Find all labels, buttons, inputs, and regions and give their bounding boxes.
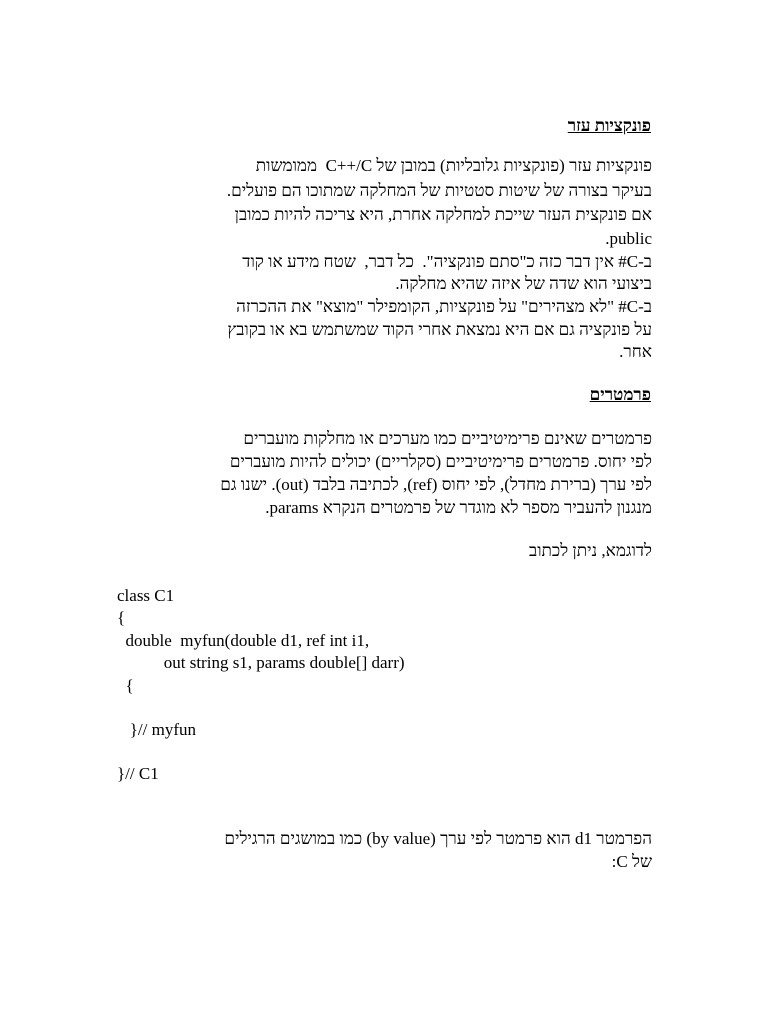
paragraph-line: מנגנון להעביר מספר לא מוגדר של פרמטרים הנקרא params. bbox=[265, 498, 652, 517]
paragraph-line: ביצועי הוא שדה של איזה שהיא מחלקה. bbox=[395, 274, 652, 293]
code-line: }// C1 bbox=[117, 764, 159, 783]
paragraph-line: על פונקציה גם אם היא נמצאת אחרי הקוד שמשתמש בא או בקובץ bbox=[227, 320, 652, 339]
paragraph-line: של C: bbox=[611, 852, 652, 871]
code-line: { bbox=[117, 608, 126, 627]
paragraph-line: ב-C# "לא מצהירים" על פונקציות, הקומפילר "מוצא" את ההכרזה bbox=[236, 297, 652, 316]
section-title-helper-functions: פונקציות עזר bbox=[567, 116, 651, 135]
code-line: out string s1, params double[] darr) bbox=[117, 653, 405, 672]
paragraph-line: בעיקר בצורה של שיטות סטטיות של המחלקה שמתוכו הם פועלים. bbox=[226, 181, 652, 200]
paragraph-line: פונקציות עזר (פונקציות גלובליות) במובן של C++/C ממומשות bbox=[255, 156, 652, 175]
section-title-parameters: פרמטרים bbox=[589, 385, 651, 404]
paragraph-line: .public bbox=[605, 229, 652, 248]
example-intro: לדוגמא, ניתן לכתוב bbox=[529, 541, 652, 560]
paragraph-line: לפי ערך (ברירת מחדל), לפי יחוס (ref), לכתיבה בלבד (out). ישנו גם bbox=[220, 475, 652, 494]
code-line: class C1 bbox=[117, 586, 175, 605]
code-line: { bbox=[117, 676, 134, 695]
code-line: double myfun(double d1, ref int i1, bbox=[117, 631, 370, 650]
paragraph-line: לפי יחוס. פרמטרים פרימיטיביים (סקלריים) יכולים להיות מועברים bbox=[229, 452, 652, 471]
paragraph-line: אחר. bbox=[619, 342, 652, 361]
code-line: }// myfun bbox=[117, 720, 196, 739]
paragraph-line: פרמטרים שאינם פרימיטיביים כמו מערכים או מחלקות מועברים bbox=[243, 429, 652, 448]
paragraph-line: ב-C# אין דבר כזה כ"סתם פונקציה". כל דבר, שטח מידע או קוד bbox=[242, 252, 652, 271]
paragraph-line: הפרמטר d1 הוא פרמטר לפי ערך (by value) כמו במושגים הרגילים bbox=[224, 829, 652, 848]
paragraph-line: אם פונקצית העזר שייכת למחלקה אחרת, היא צריכה להיות כמובן bbox=[234, 205, 652, 224]
